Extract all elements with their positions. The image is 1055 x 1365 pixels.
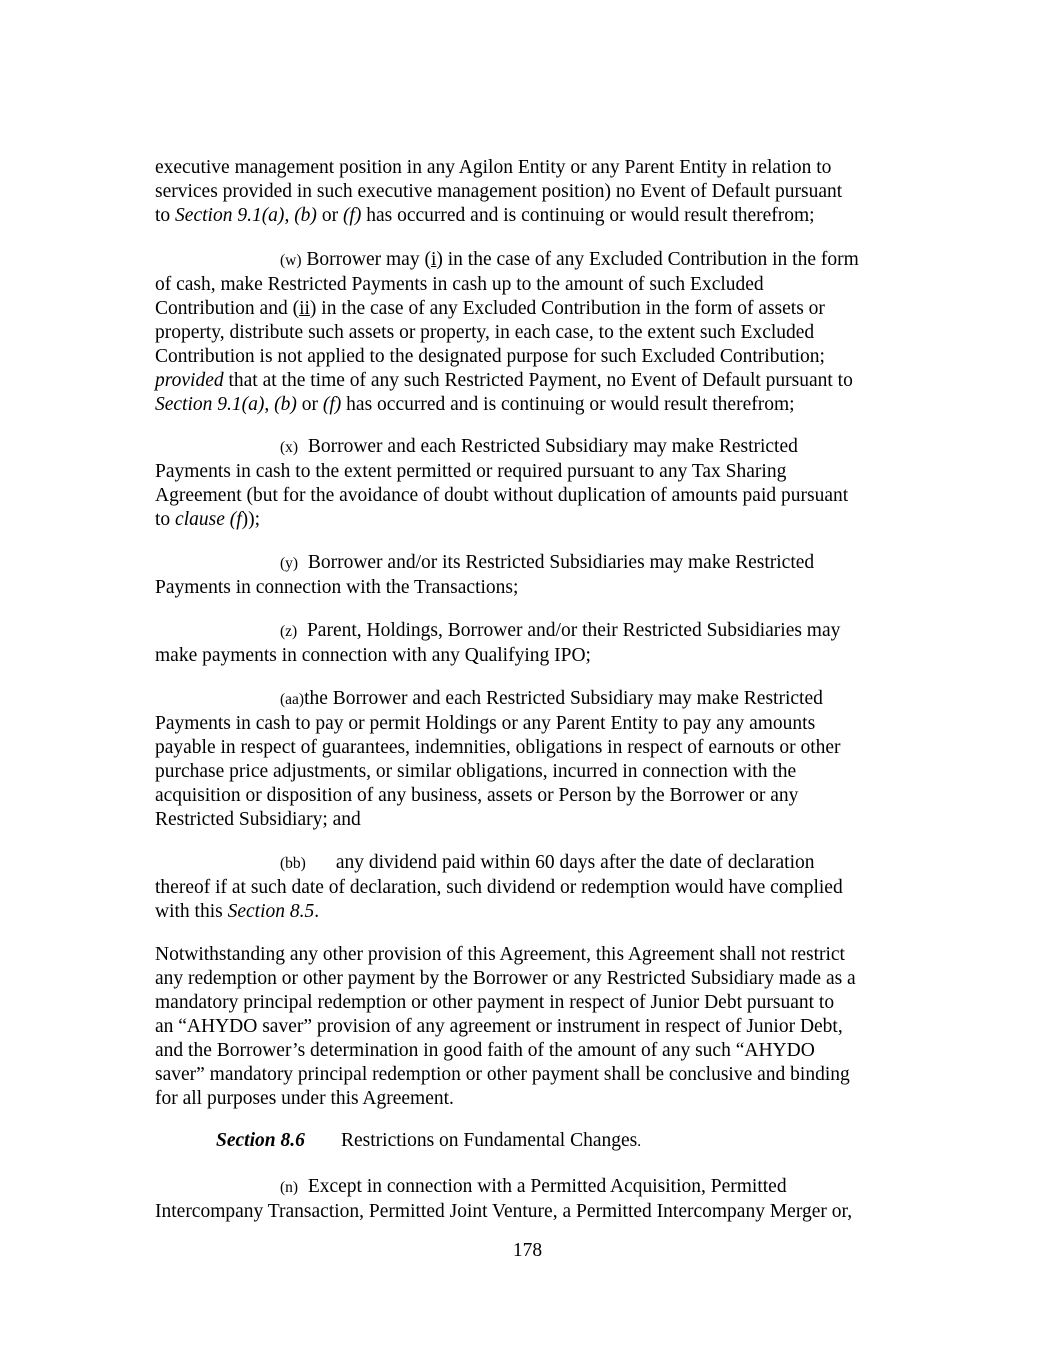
continuation-paragraph — [155, 156, 915, 228]
text-line: Intercompany Transaction, Permitted Joint Venture, a Permitted Intercompany Merger or, — [155, 1201, 853, 1222]
text-line: (n) Except in connection with a Permitted Acquisition, Permitted — [280, 1176, 787, 1197]
text-line: Payments in cash to pay or permit Holdings or any Parent Entity to pay any amounts — [155, 713, 816, 734]
clause-reference: (b) — [294, 205, 317, 226]
clause-w-paragraph — [155, 248, 915, 417]
text-line: (bb) any dividend paid within 60 days after the date of declaration — [280, 852, 815, 873]
section-reference: Section 9.1(a) — [155, 394, 265, 415]
text-line: with this Section 8.5. — [155, 901, 320, 922]
section-reference: Section 8.5 — [227, 901, 315, 922]
text-line: provided that at the time of any such Restricted Payment, no Event of Default pursuant to — [155, 370, 853, 391]
text-line: Payments in connection with the Transactions; — [155, 577, 519, 598]
clause-label: (n) — [280, 1179, 299, 1196]
text-line: an “AHYDO saver” provision of any agreement or instrument in respect of Junior Debt, — [155, 1016, 843, 1037]
text-line: to clause (f)); — [155, 509, 261, 530]
text-line: for all purposes under this Agreement. — [155, 1088, 454, 1109]
clause-reference: clause (f — [175, 509, 242, 530]
text-line: Restricted Subsidiary; and — [155, 809, 361, 830]
text-line: Agreement (but for the avoidance of doubt without duplication of amounts paid pursuant — [155, 485, 849, 506]
clause-label: (w) — [280, 252, 302, 269]
text-line: (aa)the Borrower and each Restricted Subsidiary may make Restricted — [280, 688, 823, 709]
text-line: acquisition or disposition of any business, assets or Person by the Borrower or any — [155, 785, 799, 806]
text-line: thereof if at such date of declaration, such dividend or redemption would have complied — [155, 877, 843, 898]
text-line: (z) Parent, Holdings, Borrower and/or their Restricted Subsidiaries may — [280, 620, 841, 641]
clause-bb-paragraph — [155, 851, 915, 924]
section-number: Section 8.6 — [216, 1130, 305, 1151]
text-line: Section 9.1(a), (b) or (f) has occurred and is continuing or would result therefrom; — [155, 394, 795, 415]
section-title: Restrictions on Fundamental Changes — [341, 1130, 638, 1151]
section-reference: Section 9.1(a) — [175, 205, 285, 226]
page-number: 178 — [512, 1240, 543, 1261]
text-line: Contribution and (ii) in the case of any Excluded Contribution in the form of assets or — [155, 298, 825, 319]
clause-label: (bb) — [280, 855, 306, 872]
text-line: to Section 9.1(a), (b) or (f) has occurred and is continuing or would result therefrom; — [155, 205, 815, 226]
text-line: any redemption or other payment by the Borrower or any Restricted Subsidiary made as a — [155, 968, 856, 989]
italic-term: provided — [155, 370, 224, 391]
text-line: payable in respect of guarantees, indemnities, obligations in respect of earnouts or other — [155, 737, 841, 758]
clause-y-paragraph — [155, 551, 915, 600]
text-line: mandatory principal redemption or other payment in respect of Junior Debt pursuant to — [155, 992, 835, 1013]
notwithstanding-paragraph — [155, 943, 915, 1111]
section-heading — [216, 1129, 641, 1154]
clause-aa-paragraph — [155, 687, 915, 832]
clause-reference: (b) — [274, 394, 297, 415]
text-line: Contribution is not applied to the designated purpose for such Excluded Contribution; — [155, 346, 825, 367]
clause-reference: (f) — [342, 205, 362, 226]
clause-label: (z) — [280, 623, 298, 640]
text-line: purchase price adjustments, or similar obligations, incurred in connection with the — [155, 761, 797, 782]
text-line: (y) Borrower and/or its Restricted Subsidiaries may make Restricted — [280, 552, 815, 573]
clause-z-paragraph — [155, 619, 915, 668]
clause-x-paragraph — [155, 435, 915, 532]
clause-n-paragraph — [155, 1175, 915, 1224]
text-line: and the Borrower’s determination in good faith of the amount of any such “AHYDO — [155, 1040, 815, 1061]
text-line: services provided in such executive management position) no Event of Default pursuant — [155, 181, 843, 202]
underlined-numeral: i — [430, 249, 437, 270]
clause-label: (y) — [280, 555, 299, 572]
underlined-numeral: ii — [299, 298, 310, 319]
text-line: of cash, make Restricted Payments in cash up to the amount of such Excluded — [155, 274, 764, 295]
text-line: Payments in cash to the extent permitted or required pursuant to any Tax Sharing — [155, 461, 787, 482]
text-line: saver” mandatory principal redemption or other payment shall be conclusive and binding — [155, 1064, 850, 1085]
text-line: make payments in connection with any Qualifying IPO; — [155, 645, 591, 666]
text-line: Notwithstanding any other provision of this Agreement, this Agreement shall not restrict — [155, 944, 845, 965]
section-title-period: . — [637, 1133, 642, 1150]
clause-label: (aa) — [280, 691, 305, 708]
text-line: property, distribute such assets or property, in each case, to the extent such Excluded — [155, 322, 815, 343]
clause-reference: (f) — [322, 394, 342, 415]
text-line: (x) Borrower and each Restricted Subsidiary may make Restricted — [280, 436, 798, 457]
text-line: executive management position in any Agilon Entity or any Parent Entity in relation to — [155, 157, 832, 178]
clause-label: (x) — [280, 439, 299, 456]
text-line: (w) Borrower may (i) in the case of any Excluded Contribution in the form — [280, 249, 859, 270]
